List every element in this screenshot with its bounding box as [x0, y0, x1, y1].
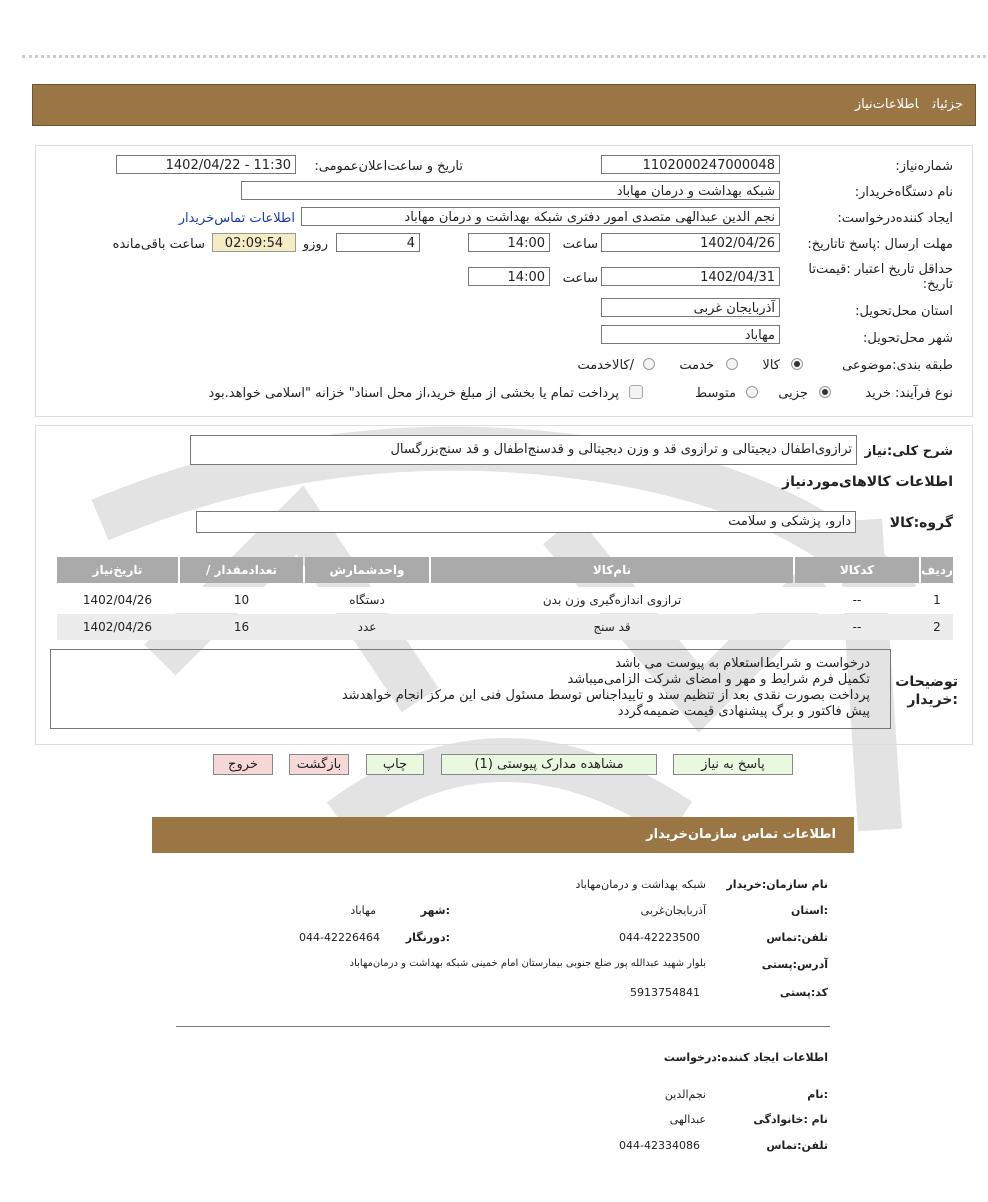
- contact-province-value: آذربایجان‌غربی: [640, 904, 706, 917]
- need-number-field: 1102000247000048: [601, 155, 780, 174]
- buyer-org-field: شبکه بهداشت و درمان مهاباد: [241, 181, 780, 200]
- goods-info-title: اطلاعات کالاهای‌موردنیاز: [782, 474, 953, 490]
- th-row: ردیف: [921, 557, 953, 583]
- announce-label: تاریخ و ساعت‌اعلان‌عمومی:: [314, 159, 463, 174]
- th-date: تاریخ‌نیاز: [57, 557, 178, 583]
- contact-fax-label: :دورنگار: [405, 931, 450, 944]
- tab-need-info[interactable]: اطلاعات‌نیاز: [854, 97, 919, 112]
- notes-label: توضیحات :خریدار: [895, 674, 958, 708]
- contact-title: اطلاعات تماس سازمان‌خریدار: [646, 827, 836, 842]
- cell-name: قد سنج: [593, 620, 631, 634]
- group-label: گروه‌:کالا: [889, 515, 953, 531]
- contact-postal-label: کد‌:پستی: [779, 986, 828, 999]
- th-unit: واحدشمارش: [305, 557, 429, 583]
- cell-code: --: [852, 593, 862, 607]
- remaining-label: ساعت باقی‌مانده: [112, 237, 205, 252]
- cell-code: --: [852, 620, 862, 634]
- print-button[interactable]: چاپ: [366, 754, 424, 775]
- deadline-label: مهلت ارسال :پاسخ تا‌تاریخ:: [807, 237, 953, 252]
- th-qty: / تعدادمقدار: [180, 557, 303, 583]
- contact-divider: [176, 1026, 830, 1027]
- creator-info-title: اطلاعات ایجاد کننده‌:درخواست: [663, 1051, 828, 1064]
- contact-province-label: :استان: [791, 904, 828, 917]
- cell-unit: دستگاه: [349, 593, 385, 607]
- buyer-contact-link[interactable]: اطلاعات تماس‌خریدار: [178, 211, 295, 226]
- category-goods-label: کالا: [762, 358, 780, 373]
- category-label: طبقه بندی‌:موضوعی: [842, 358, 953, 373]
- city-field: مهاباد: [601, 325, 780, 344]
- table-row: [57, 614, 953, 640]
- creator-family-label: نام :خانوادگی: [753, 1113, 828, 1126]
- exit-button[interactable]: خروج: [213, 754, 273, 775]
- deadline-date-field: 1402/04/26: [601, 233, 780, 252]
- days-field: 4: [336, 233, 420, 252]
- process-medium-label: متوسط: [695, 386, 736, 401]
- category-both-radio[interactable]: [643, 358, 655, 370]
- creator-label: ایجاد کننده‌درخواست:: [837, 211, 953, 226]
- note-line: تکمیل فرم شرایط و مهر و امضای شرکت الزامی‌میباشد: [567, 672, 870, 687]
- category-both-label: /کالاخدمت: [577, 358, 634, 373]
- cell-row: 1: [933, 593, 941, 607]
- reply-button[interactable]: پاسخ به نیاز: [673, 754, 793, 775]
- validity-label: حداقل تاریخ اعتبار :قیمت‌تا تاریخ:: [808, 262, 953, 292]
- contact-phone-label: تلفن‌:تماس: [766, 931, 828, 944]
- need-number-label: شماره‌نیاز:: [895, 159, 953, 174]
- city-label: شهر محل‌تحویل:: [863, 331, 953, 346]
- th-code: کدکالا: [795, 557, 919, 583]
- validity-time-field: 14:00: [468, 267, 550, 286]
- payment-checkbox[interactable]: [629, 385, 643, 399]
- creator-name-value: نجم‌الدین: [664, 1088, 706, 1101]
- creator-phone-value: 044-42334086: [619, 1139, 700, 1152]
- contact-city-value: مهاباد: [350, 904, 376, 917]
- process-minor-label: جزیی: [778, 386, 808, 401]
- cell-qty: 10: [233, 593, 250, 607]
- contact-org-value: شبکه بهداشت و درمان‌مهاباد: [575, 878, 706, 891]
- deadline-time-label: ساعت: [562, 237, 598, 252]
- note-line: پیش فاکتور و برگ پیشنهادی قیمت ضمیمه‌گردد: [617, 704, 870, 719]
- category-service-radio[interactable]: [726, 358, 738, 370]
- top-divider: [22, 55, 986, 58]
- province-field: آذربایجان غربی: [601, 298, 780, 317]
- group-field: دارو، پزشکی و سلامت: [196, 511, 856, 533]
- summary-label: شرح کلی‌:نیاز: [864, 444, 953, 459]
- payment-note: پرداخت تمام یا بخشی از مبلغ خرید،از محل اسناد" خزانه "اسلامی خواهد.بود: [208, 386, 619, 401]
- tab-details[interactable]: جزئیات: [932, 97, 963, 112]
- validity-date-field: 1402/04/31: [601, 267, 780, 286]
- cell-date: 1402/04/26: [82, 620, 153, 634]
- goods-table: [57, 557, 953, 641]
- days-label: روزو: [302, 237, 328, 252]
- cell-name: ترازوی اندازه‌گیری وزن بدن: [542, 593, 682, 607]
- cell-unit: عدد: [357, 620, 377, 634]
- creator-field: نجم الدین عبدالهی متصدی امور دفتری شبکه بهداشت و درمان مهاباد: [301, 207, 780, 226]
- creator-family-value: عبدالهی: [669, 1113, 706, 1126]
- category-goods-radio[interactable]: [791, 358, 803, 370]
- contact-city-label: :شهر: [420, 904, 450, 917]
- contact-phone-value: 044-42223500: [619, 931, 700, 944]
- creator-name-label: :نام: [807, 1088, 828, 1101]
- buyer-org-label: نام دستگاه‌خریدار:: [854, 185, 953, 200]
- cell-date: 1402/04/26: [82, 593, 153, 607]
- contact-fax-value: 044-42226464: [299, 931, 380, 944]
- back-button[interactable]: بازگشت: [289, 754, 349, 775]
- summary-field: ترازوی‌اطفال دیجیتالی و ترازوی قد و وزن دیجیتالی و قدسنج‌اطفال و قد سنج‌بزرگسال: [190, 435, 857, 465]
- category-service-label: خدمت: [679, 358, 714, 373]
- contact-header: [152, 817, 854, 853]
- page-header: [32, 84, 976, 126]
- deadline-time-field: 14:00: [468, 233, 550, 252]
- contact-org-label: نام سازمان‌:خریدار: [726, 878, 828, 891]
- process-label: نوع فرآیند: خرید: [865, 386, 953, 401]
- remaining-timer: 02:09:54: [212, 233, 296, 252]
- table-row: [57, 587, 953, 613]
- creator-phone-label: تلفن‌:تماس: [766, 1139, 828, 1152]
- province-label: استان محل‌تحویل:: [855, 304, 953, 319]
- contact-address-value: بلوار شهید عبدالله پور ضلع جنوبی بیمارستان امام خمینی شبکه بهداشت و درمان‌مهاباد: [349, 958, 706, 969]
- note-line: درخواست و شرایط‌استعلام به پیوست می باشد: [615, 656, 870, 671]
- th-name: نام‌کالا: [431, 557, 793, 583]
- process-minor-radio[interactable]: [819, 386, 831, 398]
- cell-row: 2: [933, 620, 941, 634]
- note-line: پرداخت بصورت نقدی بعد از تنظیم سند و تاییداجناس توسط مسئول فنی این مرکز انجام خواهدشد: [341, 688, 870, 703]
- validity-time-label: ساعت: [562, 271, 598, 286]
- process-medium-radio[interactable]: [746, 386, 758, 398]
- contact-postal-value: 5913754841: [630, 986, 700, 999]
- cell-qty: 16: [233, 620, 250, 634]
- notes-box: [50, 649, 891, 729]
- attachments-button[interactable]: مشاهده مدارک پیوستی (1): [441, 754, 657, 775]
- announce-field: 1402/04/22 - 11:30: [116, 155, 296, 174]
- contact-address-label: آدرس‌:پستی: [761, 958, 828, 971]
